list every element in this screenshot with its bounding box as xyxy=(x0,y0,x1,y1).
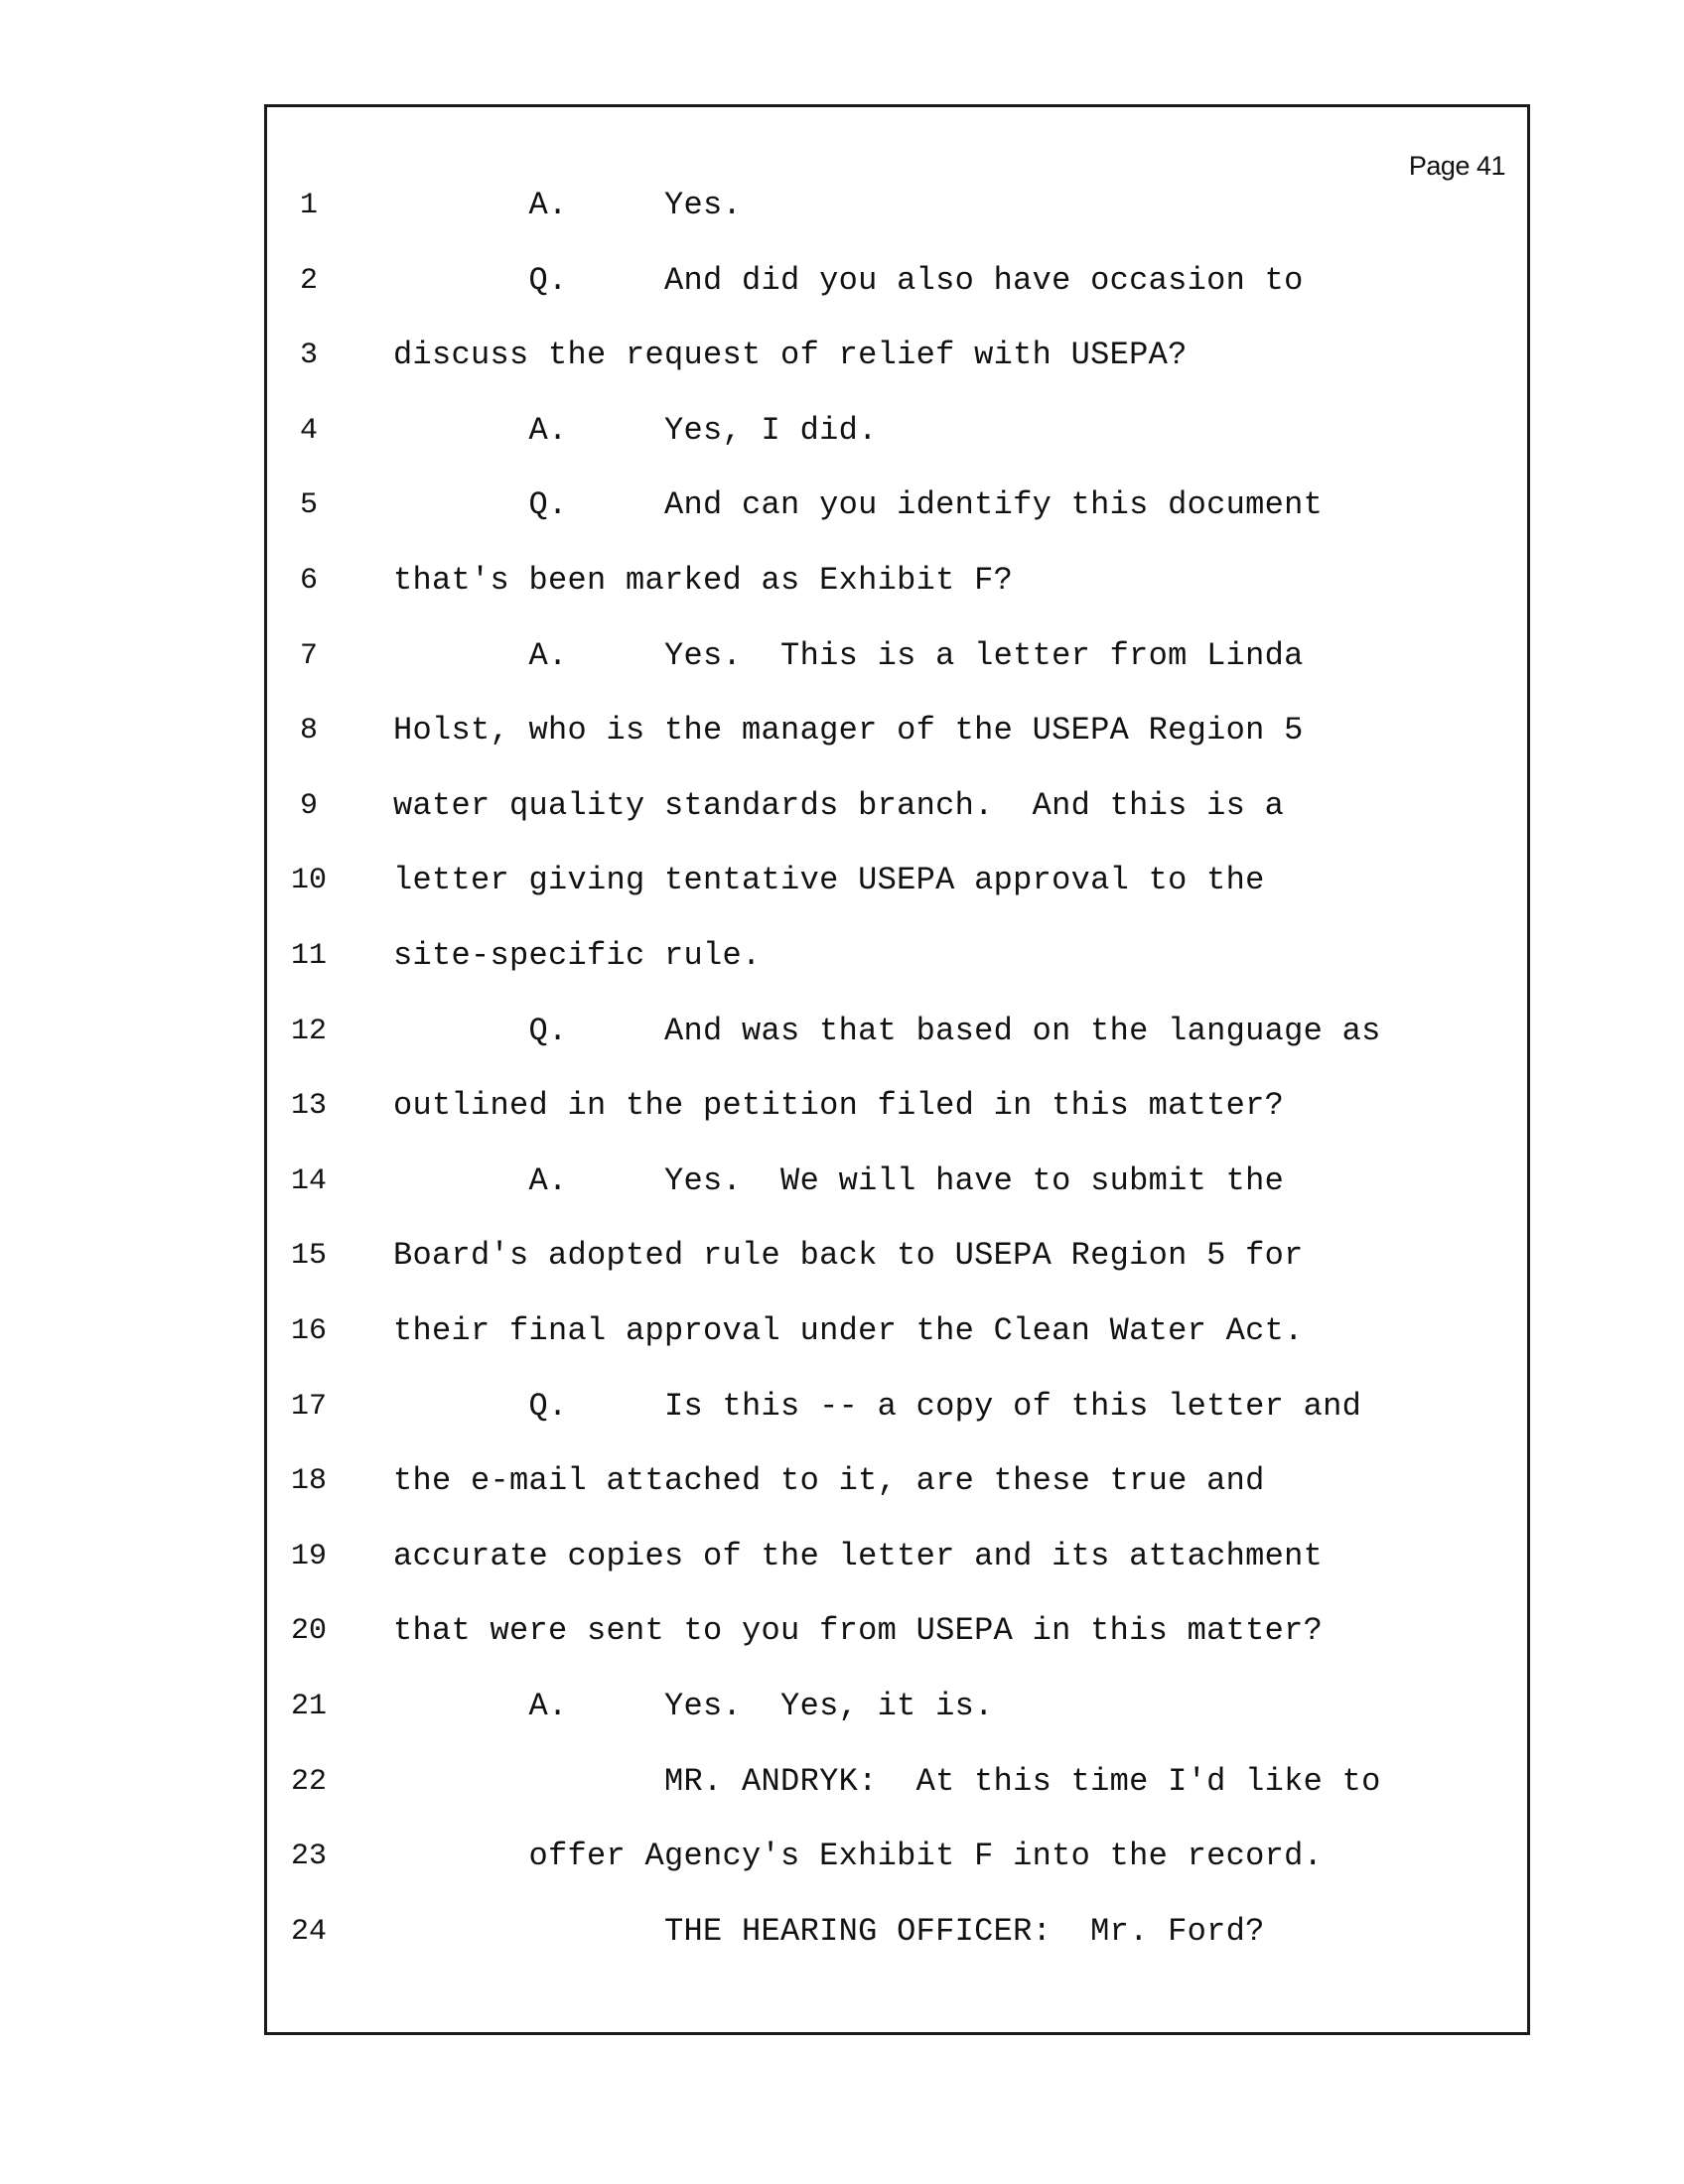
transcript-line xyxy=(267,556,1527,606)
transcript-line xyxy=(267,931,1527,981)
transcript-line xyxy=(267,181,1527,230)
line-text: water quality standards branch. And this is a xyxy=(393,786,1285,824)
line-number: 2 xyxy=(299,263,318,298)
line-text: Q. And can you identify this document xyxy=(393,486,1324,524)
transcript-line xyxy=(267,1157,1527,1206)
line-text: outlined in the petition filed in this matter? xyxy=(393,1087,1285,1125)
line-text: A. Yes. We will have to submit the xyxy=(393,1161,1285,1199)
line-text: accurate copies of the letter and its attachment xyxy=(393,1537,1324,1574)
line-number: 17 xyxy=(290,1389,327,1424)
line-text: A. Yes. xyxy=(393,187,743,223)
line-text: site-specific rule. xyxy=(393,937,762,974)
line-number: 9 xyxy=(299,788,318,823)
transcript-line xyxy=(267,631,1527,681)
line-number: 18 xyxy=(290,1464,327,1499)
line-number: 4 xyxy=(299,413,318,448)
line-number: 14 xyxy=(290,1163,327,1198)
transcript-line xyxy=(267,1081,1527,1131)
transcript-page xyxy=(264,104,1530,2035)
line-number: 15 xyxy=(290,1239,327,1274)
transcript-line xyxy=(267,1907,1527,1957)
line-text: that were sent to you from USEPA in this matter? xyxy=(393,1612,1324,1650)
line-number: 6 xyxy=(299,564,318,598)
transcript-line xyxy=(267,1532,1527,1581)
transcript-line xyxy=(267,480,1527,530)
transcript-line xyxy=(267,1832,1527,1881)
line-number: 19 xyxy=(290,1539,327,1573)
line-number: 16 xyxy=(290,1314,327,1348)
line-text: A. Yes, I did. xyxy=(393,411,878,449)
transcript-line xyxy=(267,1007,1527,1056)
line-number: 1 xyxy=(299,189,318,222)
transcript-line xyxy=(267,1231,1527,1281)
line-number: 20 xyxy=(290,1614,327,1649)
line-text: discuss the request of relief with USEPA? xyxy=(393,337,1188,374)
transcript-line xyxy=(267,781,1527,831)
line-number: 11 xyxy=(290,939,327,973)
line-number: 10 xyxy=(290,864,327,898)
line-text: offer Agency's Exhibit F into the record. xyxy=(393,1838,1324,1875)
line-number: 8 xyxy=(299,714,318,749)
line-number: 22 xyxy=(290,1764,327,1799)
transcript-line xyxy=(267,406,1527,456)
line-number: 24 xyxy=(290,1914,327,1949)
line-number: 21 xyxy=(290,1690,327,1723)
line-number: 23 xyxy=(290,1840,327,1874)
line-text: that's been marked as Exhibit F? xyxy=(393,562,1014,599)
transcript-line xyxy=(267,1306,1527,1356)
transcript-line xyxy=(267,1382,1527,1432)
transcript-line xyxy=(267,1757,1527,1807)
line-number: 5 xyxy=(299,488,318,523)
line-number: 3 xyxy=(299,339,318,373)
line-text: the e-mail attached to it, are these true and xyxy=(393,1462,1265,1500)
line-number: 7 xyxy=(299,638,318,673)
transcript-line xyxy=(267,706,1527,755)
line-text: letter giving tentative USEPA approval to the xyxy=(393,862,1265,899)
transcript-line xyxy=(267,331,1527,380)
line-text: A. Yes. Yes, it is. xyxy=(393,1688,994,1724)
transcript-line xyxy=(267,1682,1527,1731)
line-text: A. Yes. This is a letter from Linda xyxy=(393,636,1304,674)
transcript-line xyxy=(267,1606,1527,1656)
transcript-line xyxy=(267,856,1527,905)
line-number: 12 xyxy=(290,1014,327,1048)
line-text: Q. Is this -- a copy of this letter and xyxy=(393,1387,1362,1425)
line-text: Q. And was that based on the language as xyxy=(393,1012,1381,1049)
line-text: Holst, who is the manager of the USEPA Region 5 xyxy=(393,712,1304,750)
page-number: Page 41 xyxy=(1408,151,1505,181)
line-text: Q. And did you also have occasion to xyxy=(393,261,1304,299)
line-text: THE HEARING OFFICER: Mr. Ford? xyxy=(393,1912,1265,1950)
line-text: MR. ANDRYK: At this time I'd like to xyxy=(393,1762,1381,1800)
line-text: their final approval under the Clean Water Act. xyxy=(393,1312,1304,1349)
line-number: 13 xyxy=(290,1089,327,1124)
transcript-line xyxy=(267,256,1527,306)
transcript-line xyxy=(267,1456,1527,1506)
line-text: Board's adopted rule back to USEPA Region 5 for xyxy=(393,1237,1304,1275)
